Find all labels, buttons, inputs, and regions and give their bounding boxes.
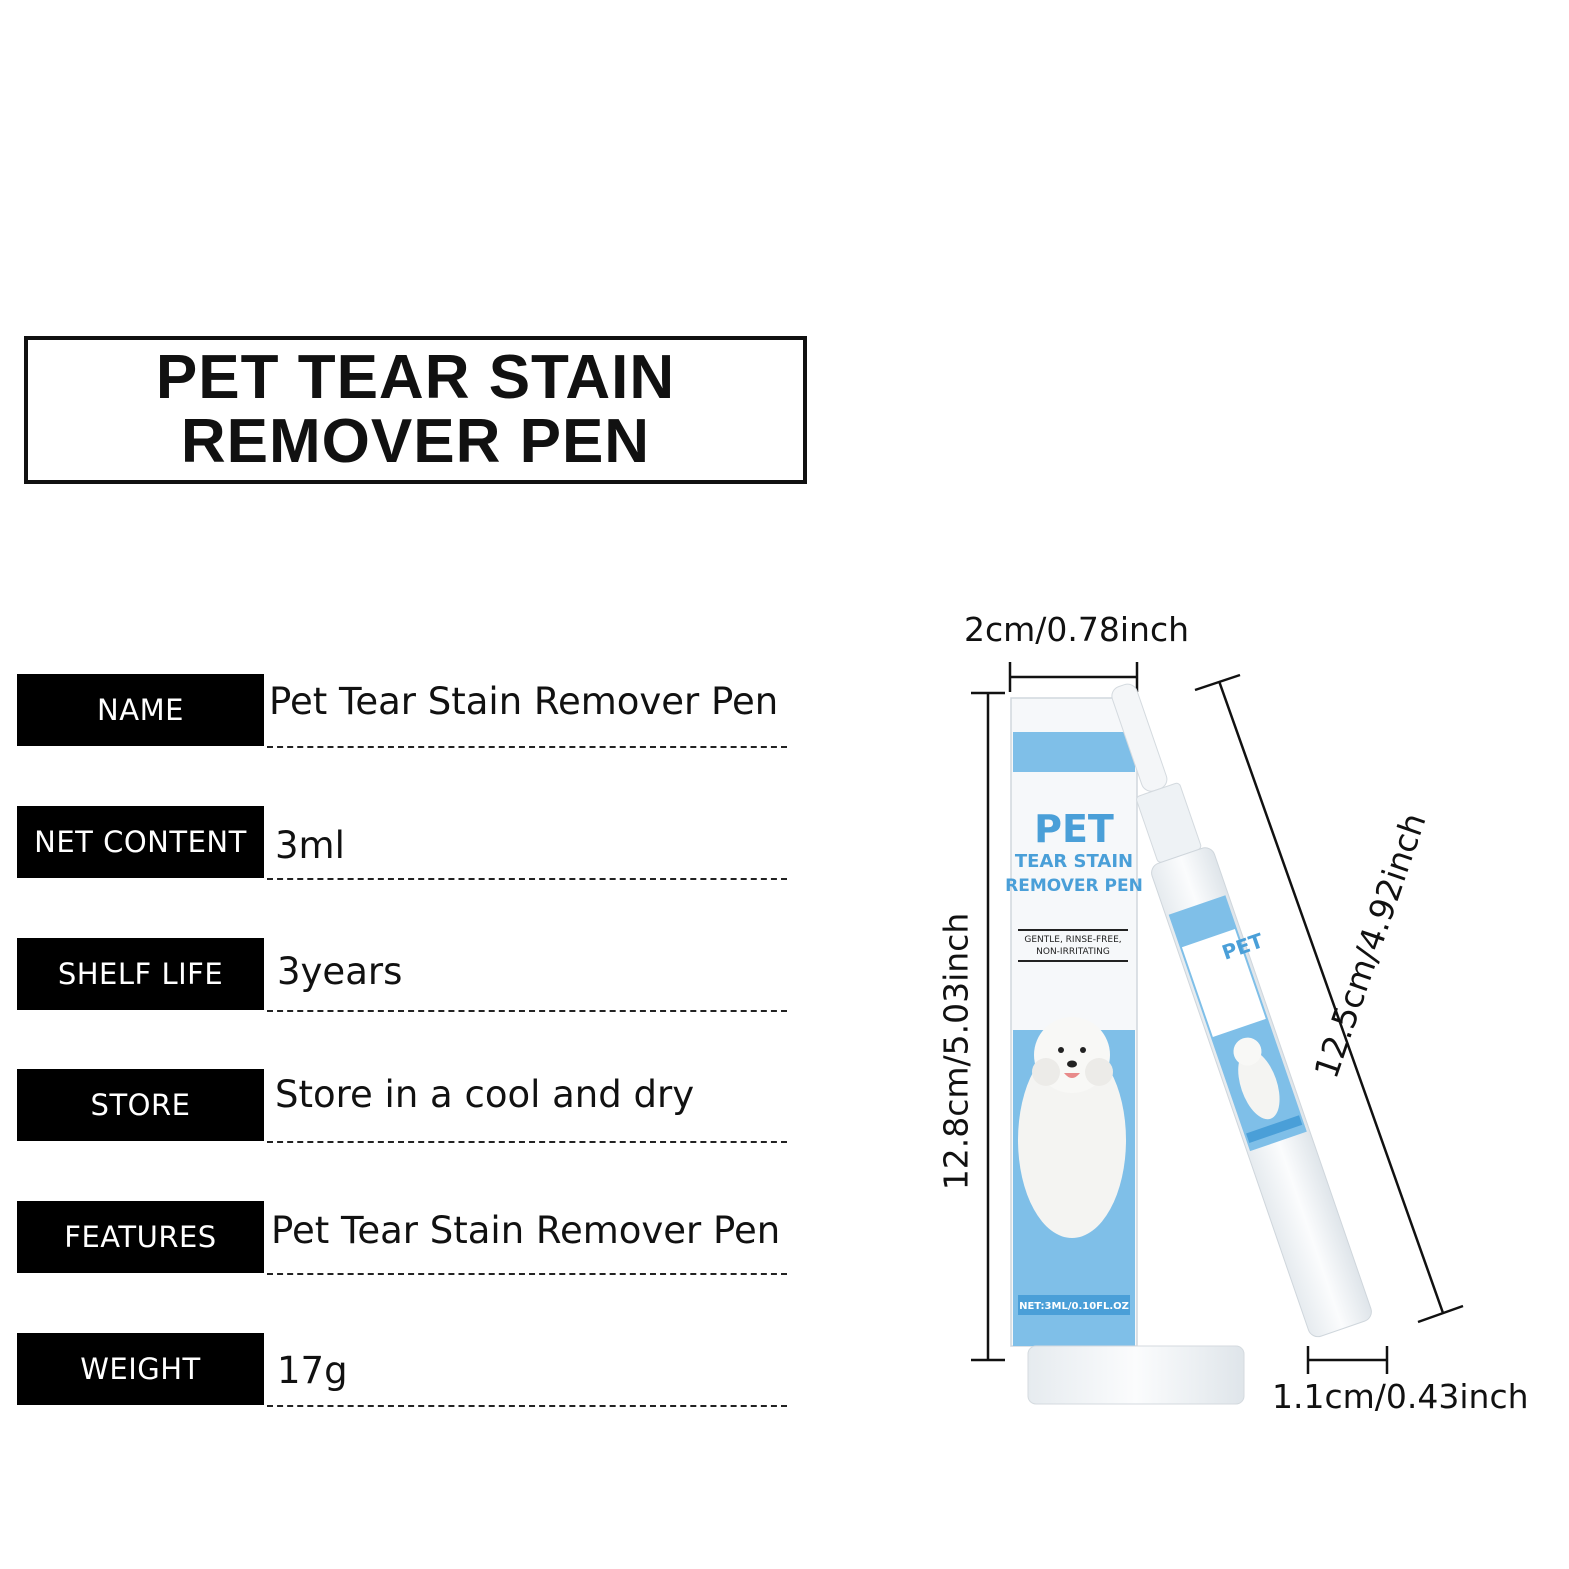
package-brand-pet: PET: [1034, 807, 1114, 851]
dashed-divider: [267, 1405, 787, 1407]
package-brand-remover-pen: REMOVER PEN: [1005, 876, 1143, 896]
spec-label: NAME: [17, 674, 264, 746]
spec-row-shelf-life: [17, 938, 787, 1012]
pen-width-label: 1.1cm/0.43inch: [1272, 1377, 1529, 1416]
dashed-divider: [267, 878, 787, 880]
pen-length-label: 12.5cm/4.92inch: [1306, 807, 1434, 1084]
package-net-content: NET:3ML/0.10FL.OZ: [1019, 1301, 1129, 1312]
spec-row-net-content: [17, 806, 787, 880]
product-title-box: [24, 336, 807, 484]
title-line-1: PET TEAR STAIN: [155, 343, 676, 412]
spec-value: Pet Tear Stain Remover Pen: [269, 680, 779, 723]
package-brand-tear-stain: TEAR STAIN: [1014, 851, 1134, 872]
spec-row-features: [17, 1201, 787, 1275]
spec-row-name: [17, 674, 787, 748]
spec-value: 3years: [277, 950, 403, 993]
spec-label: WEIGHT: [17, 1333, 264, 1405]
box-height-label: 12.8cm/5.03inch: [936, 912, 976, 1191]
box-width-label: 2cm/0.78inch: [964, 610, 1190, 649]
pen-cap: [1028, 1346, 1244, 1404]
spec-label: STORE: [17, 1069, 264, 1141]
pen-label-pet: PET: [1218, 928, 1267, 965]
dashed-divider: [267, 1141, 787, 1143]
dashed-divider: [267, 1010, 787, 1012]
spec-value: 17g: [277, 1349, 348, 1392]
spec-label: SHELF LIFE: [17, 938, 264, 1010]
package-box: [1011, 698, 1137, 1346]
spec-value: Store in a cool and dry: [275, 1073, 695, 1116]
spec-value: 3ml: [275, 824, 345, 867]
spec-value: Pet Tear Stain Remover Pen: [271, 1209, 781, 1252]
spec-row-weight: [17, 1333, 787, 1407]
spec-row-store: [17, 1069, 787, 1143]
package-tagline-1: GENTLE, RINSE-FREE,: [1024, 935, 1122, 945]
dashed-divider: [267, 1273, 787, 1275]
spec-label: NET CONTENT: [17, 806, 264, 878]
title-line-2: REMOVER PEN: [180, 407, 651, 476]
package-tagline-2: NON-IRRITATING: [1036, 947, 1110, 957]
spec-label: FEATURES: [17, 1201, 264, 1273]
product-illustration: [900, 640, 1560, 1440]
dashed-divider: [267, 746, 787, 748]
